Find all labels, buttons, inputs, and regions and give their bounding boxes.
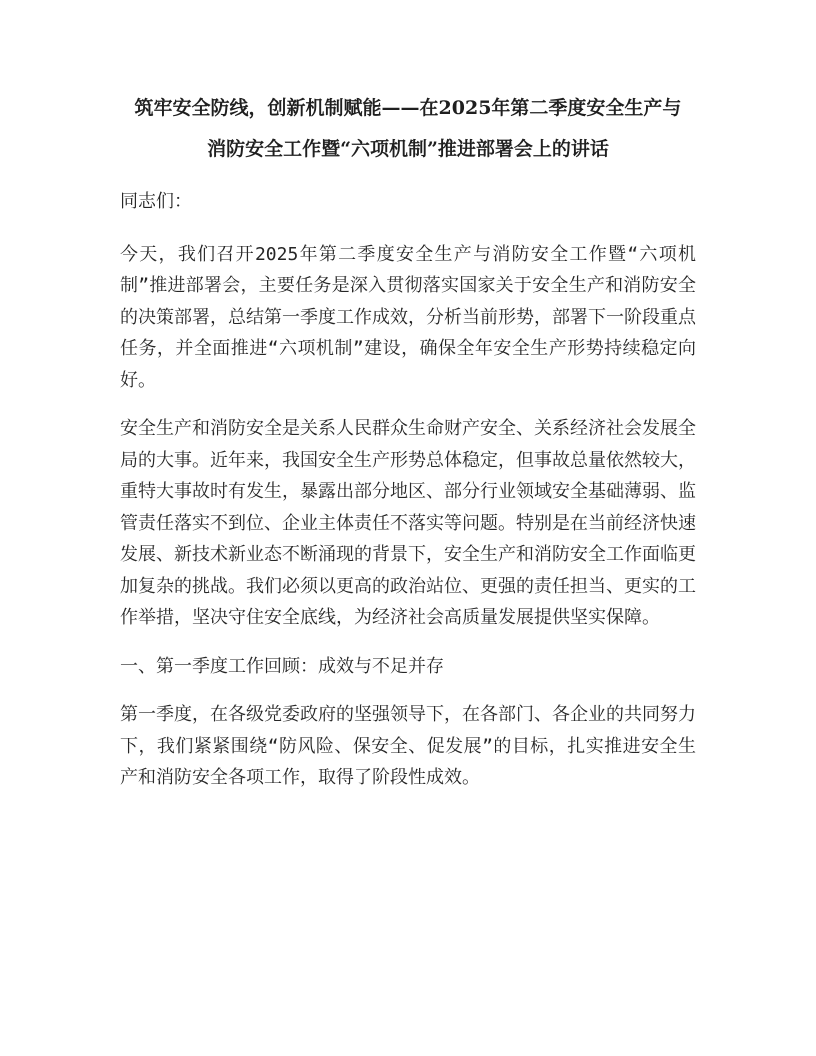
salutation: 同志们：: [120, 191, 192, 212]
paragraph-background: 安全生产和消防安全是关系人民群众生命财产安全、关系经济社会发展全局的大事。近年来，我国安全生产形势总体稳定，但事故总量依然较大，重特大事故时有发生，暴露出部分地区、部分行业领域安全基础薄弱、监管责任落实不到位、企业主体责任不落实等问题。特别是在当前经济快速发展、新技术新业态不断涌现的背景下，安全生产和消防安全工作面临更加复杂的挑战。我们必须以更高的政治站位、更强的责任担当、更实的工作举措，坚决守住安全底线，为经济社会高质量发展提供坚实保障。: [120, 418, 696, 628]
title-line-2: 消防安全工作暨“六项机制”推进部署会上的讲话: [207, 138, 609, 160]
title-line-1: 筑牢安全防线，创新机制赋能——在2025年第二季度安全生产与: [134, 97, 682, 119]
section-heading: 一、第一季度工作回顾：成效与不足并存: [120, 655, 444, 677]
paragraph-review: 第一季度，在各级党委政府的坚强领导下，在各部门、各企业的共同努力下，我们紧紧围绕“防风险、保安全、促发展”的目标，扎实推进安全生产和消防安全各项工作，取得了阶段性成效。: [120, 704, 696, 788]
paragraph-opening: 今天，我们召开2025年第二季度安全生产与消防安全工作暨“六项机制”推进部署会，主要任务是深入贯彻落实国家关于安全生产和消防安全的决策部署，总结第一季度工作成效，分析当前形势，部署下一阶段重点任务，并全面推进“六项机制”建设，确保全年安全生产形势持续稳定向好。: [120, 243, 696, 391]
document-title: [120, 88, 696, 170]
